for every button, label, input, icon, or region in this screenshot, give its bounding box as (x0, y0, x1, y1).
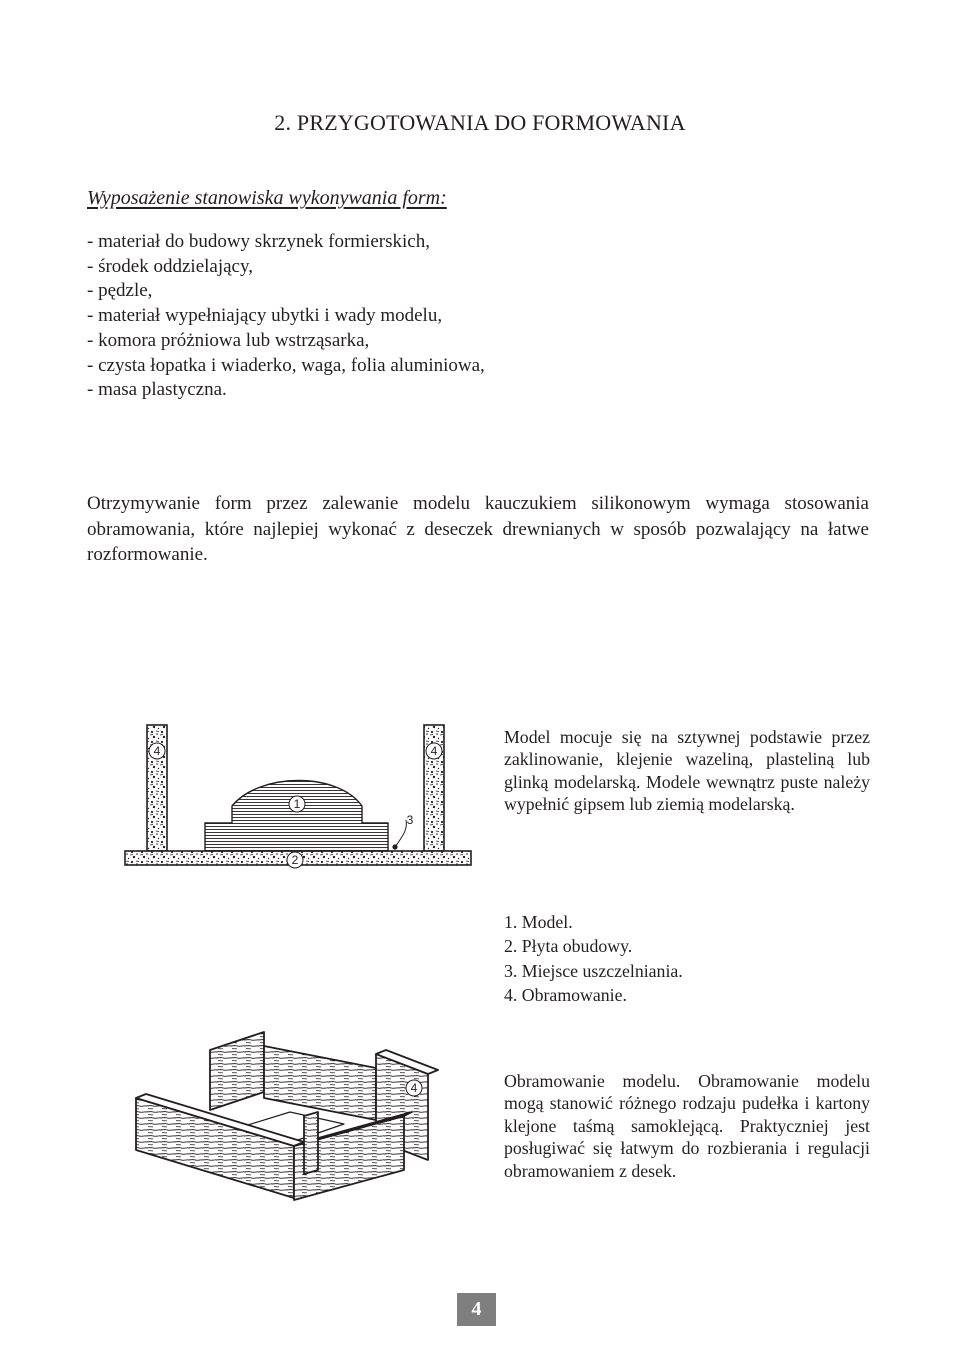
equipment-list (87, 230, 485, 403)
section-subtitle: Wyposażenie stanowiska wykonywania form: (87, 187, 447, 209)
page-number: 4 (457, 1293, 496, 1326)
list-item: - materiał wypełniający ubytki i wady modelu, (87, 305, 443, 327)
list-item: - pędzle, (87, 280, 153, 302)
label-2: 2 (291, 853, 299, 867)
figure1-legend (504, 910, 683, 1007)
list-item: - środek oddzielający, (87, 255, 253, 277)
figure2-caption: Obramowanie modelu. Obramowanie modelu mogą stanowić różnego rodzaju pudełka i kartony klejone taśmą samoklejącą. Praktyczniej jest posługiwać się łatwym do rozbierania i regulacji obramowaniem z desek. (504, 1071, 870, 1181)
label-4: 4 (410, 1081, 418, 1095)
label-3: 3 (406, 813, 414, 827)
label-4-left: 4 (153, 744, 161, 758)
figure1-caption: Model mocuje się na sztywnej podstawie przez zaklinowanie, klejenie wazeliną, plasteliną lub glinką modelarską. Modele wewnątrz puste należy wypełnić gipsem lub ziemią modelarską. (504, 727, 870, 815)
list-item: - czysta łopatka i wiaderko, waga, folia aluminiowa, (87, 354, 485, 376)
label-4-right: 4 (430, 744, 438, 758)
mold-cross-section-illustration (120, 720, 475, 875)
list-item: - masa plastyczna. (87, 379, 227, 401)
legend-item: 1. Model. (504, 912, 573, 932)
label-1: 1 (293, 797, 301, 811)
list-item: - komora próżniowa lub wstrząsarka, (87, 329, 370, 351)
list-item: - materiał do budowy skrzynek formierskich, (87, 231, 430, 252)
legend-item: 3. Miejsce uszczelniania. (504, 960, 683, 981)
page-title: 2. PRZYGOTOWANIA DO FORMOWANIA (274, 110, 686, 135)
legend-item: 4. Obramowanie. (504, 984, 627, 1005)
legend-item: 2. Płyta obudowy. (504, 936, 633, 957)
board-framing-illustration (118, 1020, 458, 1220)
intro-paragraph: Otrzymywanie form przez zalewanie modelu kauczukiem silikonowym wymaga stosowania obramowania, które najlepiej wykonać z deseczek drewnianych w sposób pozwalający na łatwe rozformowanie. (87, 493, 869, 565)
